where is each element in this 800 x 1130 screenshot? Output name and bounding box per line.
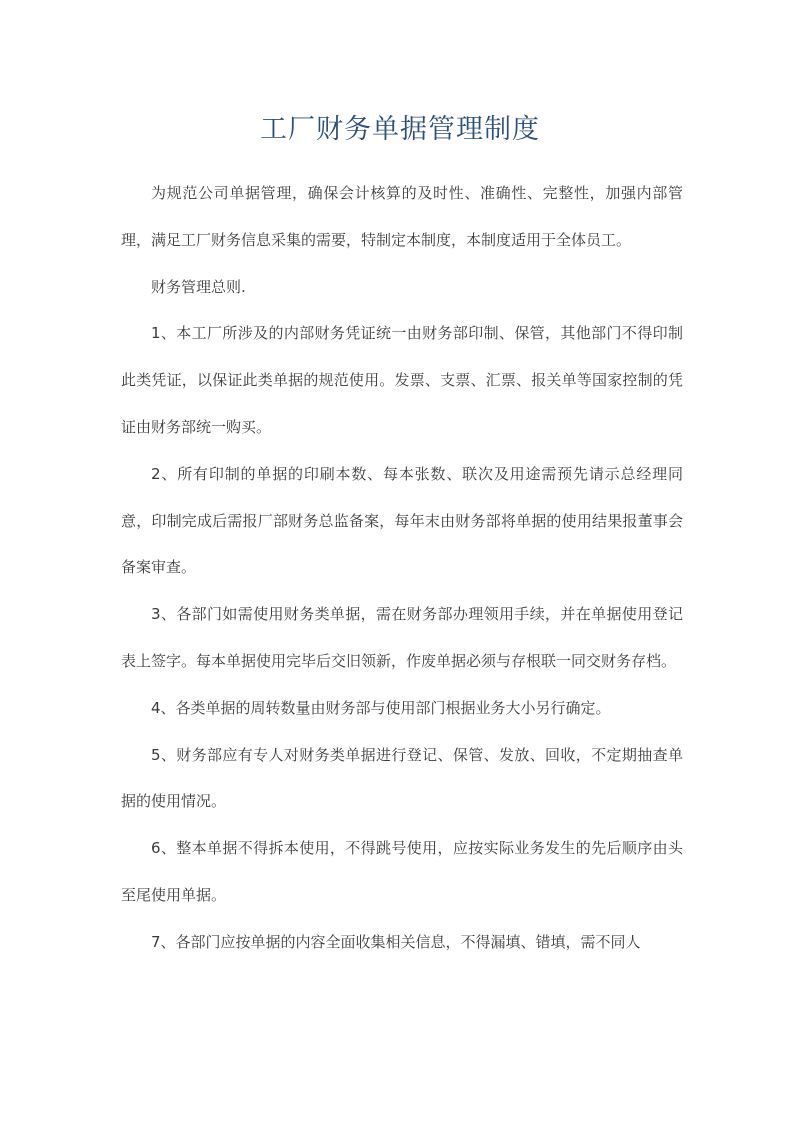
paragraph-item-3: 3、各部门如需使用财务类单据，需在财务部办理领用手续，并在单据使用登记表上签字。每本单据使用完毕后交旧领新，作废单据必须与存根联一同交财务存档。 [121,605,683,670]
paragraph-item-1: 1、本工厂所涉及的内部财务凭证统一由财务部印制、保管，其他部门不得印制此类凭证，以保证此类单据的规范使用。发票、支票、汇票、报关单等国家控制的凭证由财务部统一购买。 [121,324,683,436]
paragraph-item-6: 6、整本单据不得拆本使用，不得跳号使用，应按实际业务发生的先后顺序由头至尾使用单据。 [121,839,683,904]
document-title: 工厂财务单据管理制度 [260,114,540,145]
paragraph-item-2: 2、所有印制的单据的印刷本数、每本张数、联次及用途需预先请示总经理同意，印制完成后需报厂部财务总监备案，每年末由财务部将单据的使用结果报董事会备案审查。 [121,464,683,577]
paragraph-general-rules-heading: 财务管理总则. [151,277,246,296]
paragraph-item-4: 4、各类单据的周转数量由财务部与使用部门根据业务大小另行确定。 [151,698,611,717]
document-body [121,170,683,966]
paragraph-item-5: 5、财务部应有专人对财务类单据进行登记、保管、发放、回收，不定期抽查单据的使用情况。 [121,745,683,811]
paragraph-item-7: 7、各部门应按单据的内容全面收集相关信息，不得漏填、错填，需不同人 [151,932,641,951]
paragraph-intro: 为规范公司单据管理，确保会计核算的及时性、准确性、完整性，加强内部管理，满足工厂财务信息采集的需要，特制定本制度，本制度适用于全体员工。 [121,184,683,249]
